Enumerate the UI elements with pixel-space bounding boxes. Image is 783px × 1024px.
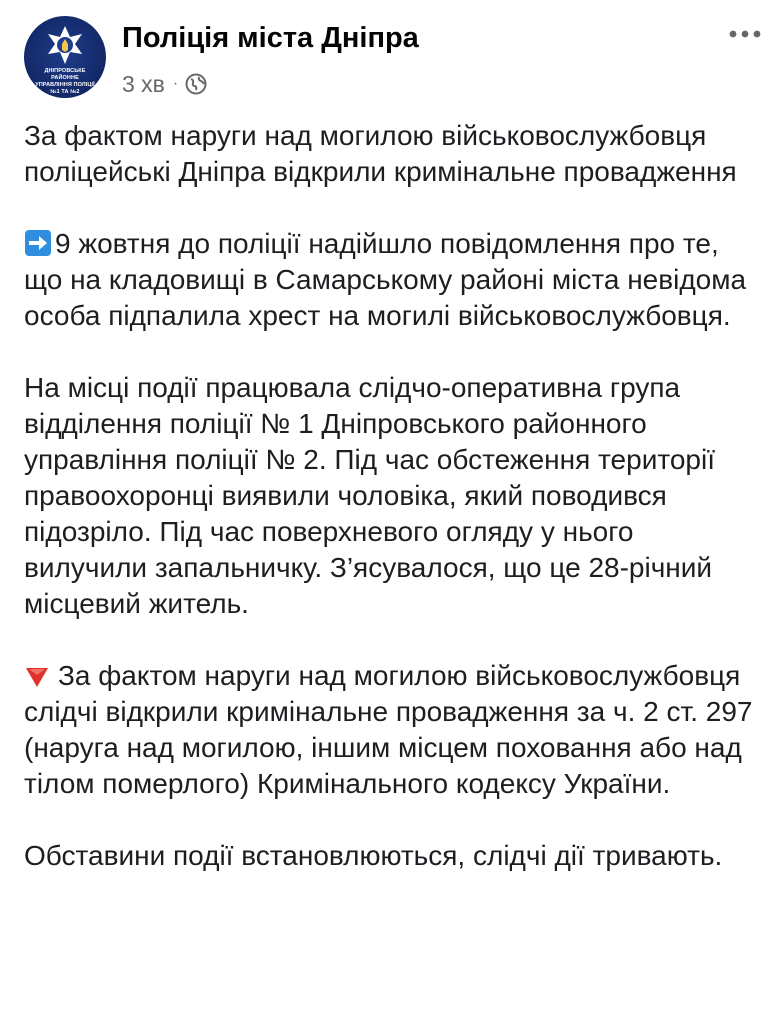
post-time[interactable]: 3 хв <box>122 70 165 97</box>
post-paragraph-report <box>24 226 764 334</box>
avatar-caption: ДНІПРОВСЬКЕ РАЙОННЕ УПРАВЛІННЯ ПОЛІЦІЇ №1 ТА №2 <box>35 68 95 95</box>
post-paragraph-status: Обставини події встановлюються, слідчі дії тривають. <box>24 840 723 871</box>
page-name-link[interactable]: Поліція міста Дніпра <box>122 22 419 54</box>
post-headline: За фактом наруги над могилою військовослужбовця поліцейські Дніпра відкрили кримінальне провадження <box>24 120 737 187</box>
post-paragraph-case <box>24 658 764 802</box>
page-avatar[interactable] <box>24 16 106 98</box>
post-header <box>24 16 763 106</box>
globe-icon[interactable] <box>185 73 207 95</box>
post-meta <box>122 70 207 98</box>
case-text: За фактом наруги над могилою військовослужбовця слідчі відкрили кримінальне провадження за ч. 2 ст. 297 (наруга над могилою, іншим місцем поховання або над тілом померлого) Кримінального кодексу України. <box>24 660 753 799</box>
report-text: 9 жовтня до поліції надійшло повідомлення про те, що на кладовищі в Самарському районі міста невідома особа підпалила хрест на могилі військовослужбовця. <box>24 228 747 331</box>
post-paragraph-investigation: На місці події працювала слідчо-оперативна група відділення поліції № 1 Дніпровського районного управління поліції № 2. Під час обстеження території правоохоронці виявили чоловіка, який поводився підозріло. Під час поверхневого огляду у нього вилучили запальничку. З’ясувалося, що це 28-річний місцевий житель. <box>24 372 715 619</box>
arrow-right-icon <box>24 229 52 257</box>
post-text <box>24 118 764 910</box>
red-triangle-icon <box>24 663 50 689</box>
more-options-icon[interactable] <box>727 24 763 44</box>
meta-separator: · <box>172 75 179 92</box>
